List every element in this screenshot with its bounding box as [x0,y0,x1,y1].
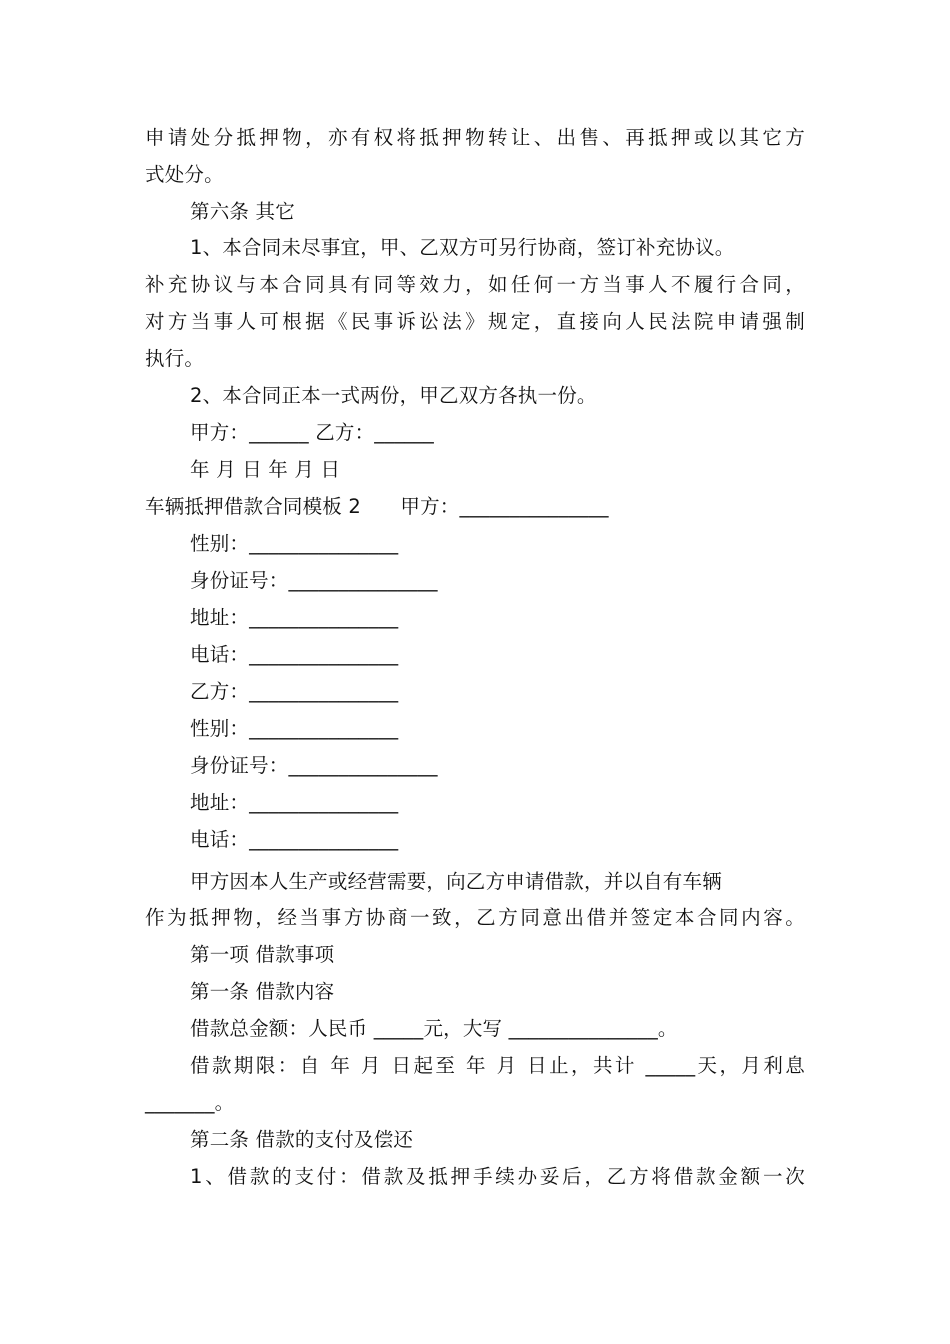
clause-line-1: 1、本合同未尽事宜，甲、乙双方可另行协商，签订补充协议。 [190,236,735,259]
party-a-id: 身份证号：_______________ [190,569,438,592]
section-heading-six: 第六条 其它 [190,200,295,223]
intro-line-2: 作为抵押物，经当事方协商一致，乙方同意出借并签定本合同内容。 [145,906,805,929]
party-b-gender: 性别：_______________ [190,717,399,740]
body-line-5: 执行。 [145,347,205,370]
party-b-id: 身份证号：_______________ [190,754,438,777]
body-line-3: 补充协议与本合同具有同等效力，如任何一方当事人不履行合同， [145,273,805,296]
payment-line: 1、借款的支付：借款及抵押手续办妥后，乙方将借款金额一次 [190,1165,805,1188]
party-b-address: 地址：_______________ [190,791,399,814]
article-heading-one: 第一条 借款内容 [190,980,335,1003]
party-b-name: 乙方：_______________ [190,680,399,703]
party-b-phone: 电话：_______________ [190,828,399,851]
clause-line-2: 2、本合同正本一式两份，甲乙双方各执一份。 [190,384,597,407]
date-line: 年 月 日 年 月 日 [190,458,341,481]
article-heading-two: 第二条 借款的支付及偿还 [190,1128,414,1151]
loan-term-line: 借款期限：自 年 月 日起至 年 月 日止，共计 _____天，月利息 [190,1054,805,1077]
template-title-line: 车辆抵押借款合同模板 2 甲方：_______________ [145,495,609,518]
item-heading-one: 第一项 借款事项 [190,943,335,966]
body-line-4: 对方当事人可根据《民事诉讼法》规定，直接向人民法院申请强制 [145,310,805,333]
party-a-phone: 电话：_______________ [190,643,399,666]
interest-line: _______。 [145,1091,235,1114]
signature-line: 甲方：______ 乙方：______ [190,421,434,444]
loan-amount-line: 借款总金额：人民币 _____元，大写 _______________。 [190,1017,678,1040]
body-line-2: 式处分。 [145,163,224,186]
party-a-gender: 性别：_______________ [190,532,399,555]
intro-line-1: 甲方因本人生产或经营需要，向乙方申请借款，并以自有车辆 [190,870,722,893]
party-a-address: 地址：_______________ [190,606,399,629]
body-line-1: 申请处分抵押物，亦有权将抵押物转让、出售、再抵押或以其它方 [145,126,805,149]
